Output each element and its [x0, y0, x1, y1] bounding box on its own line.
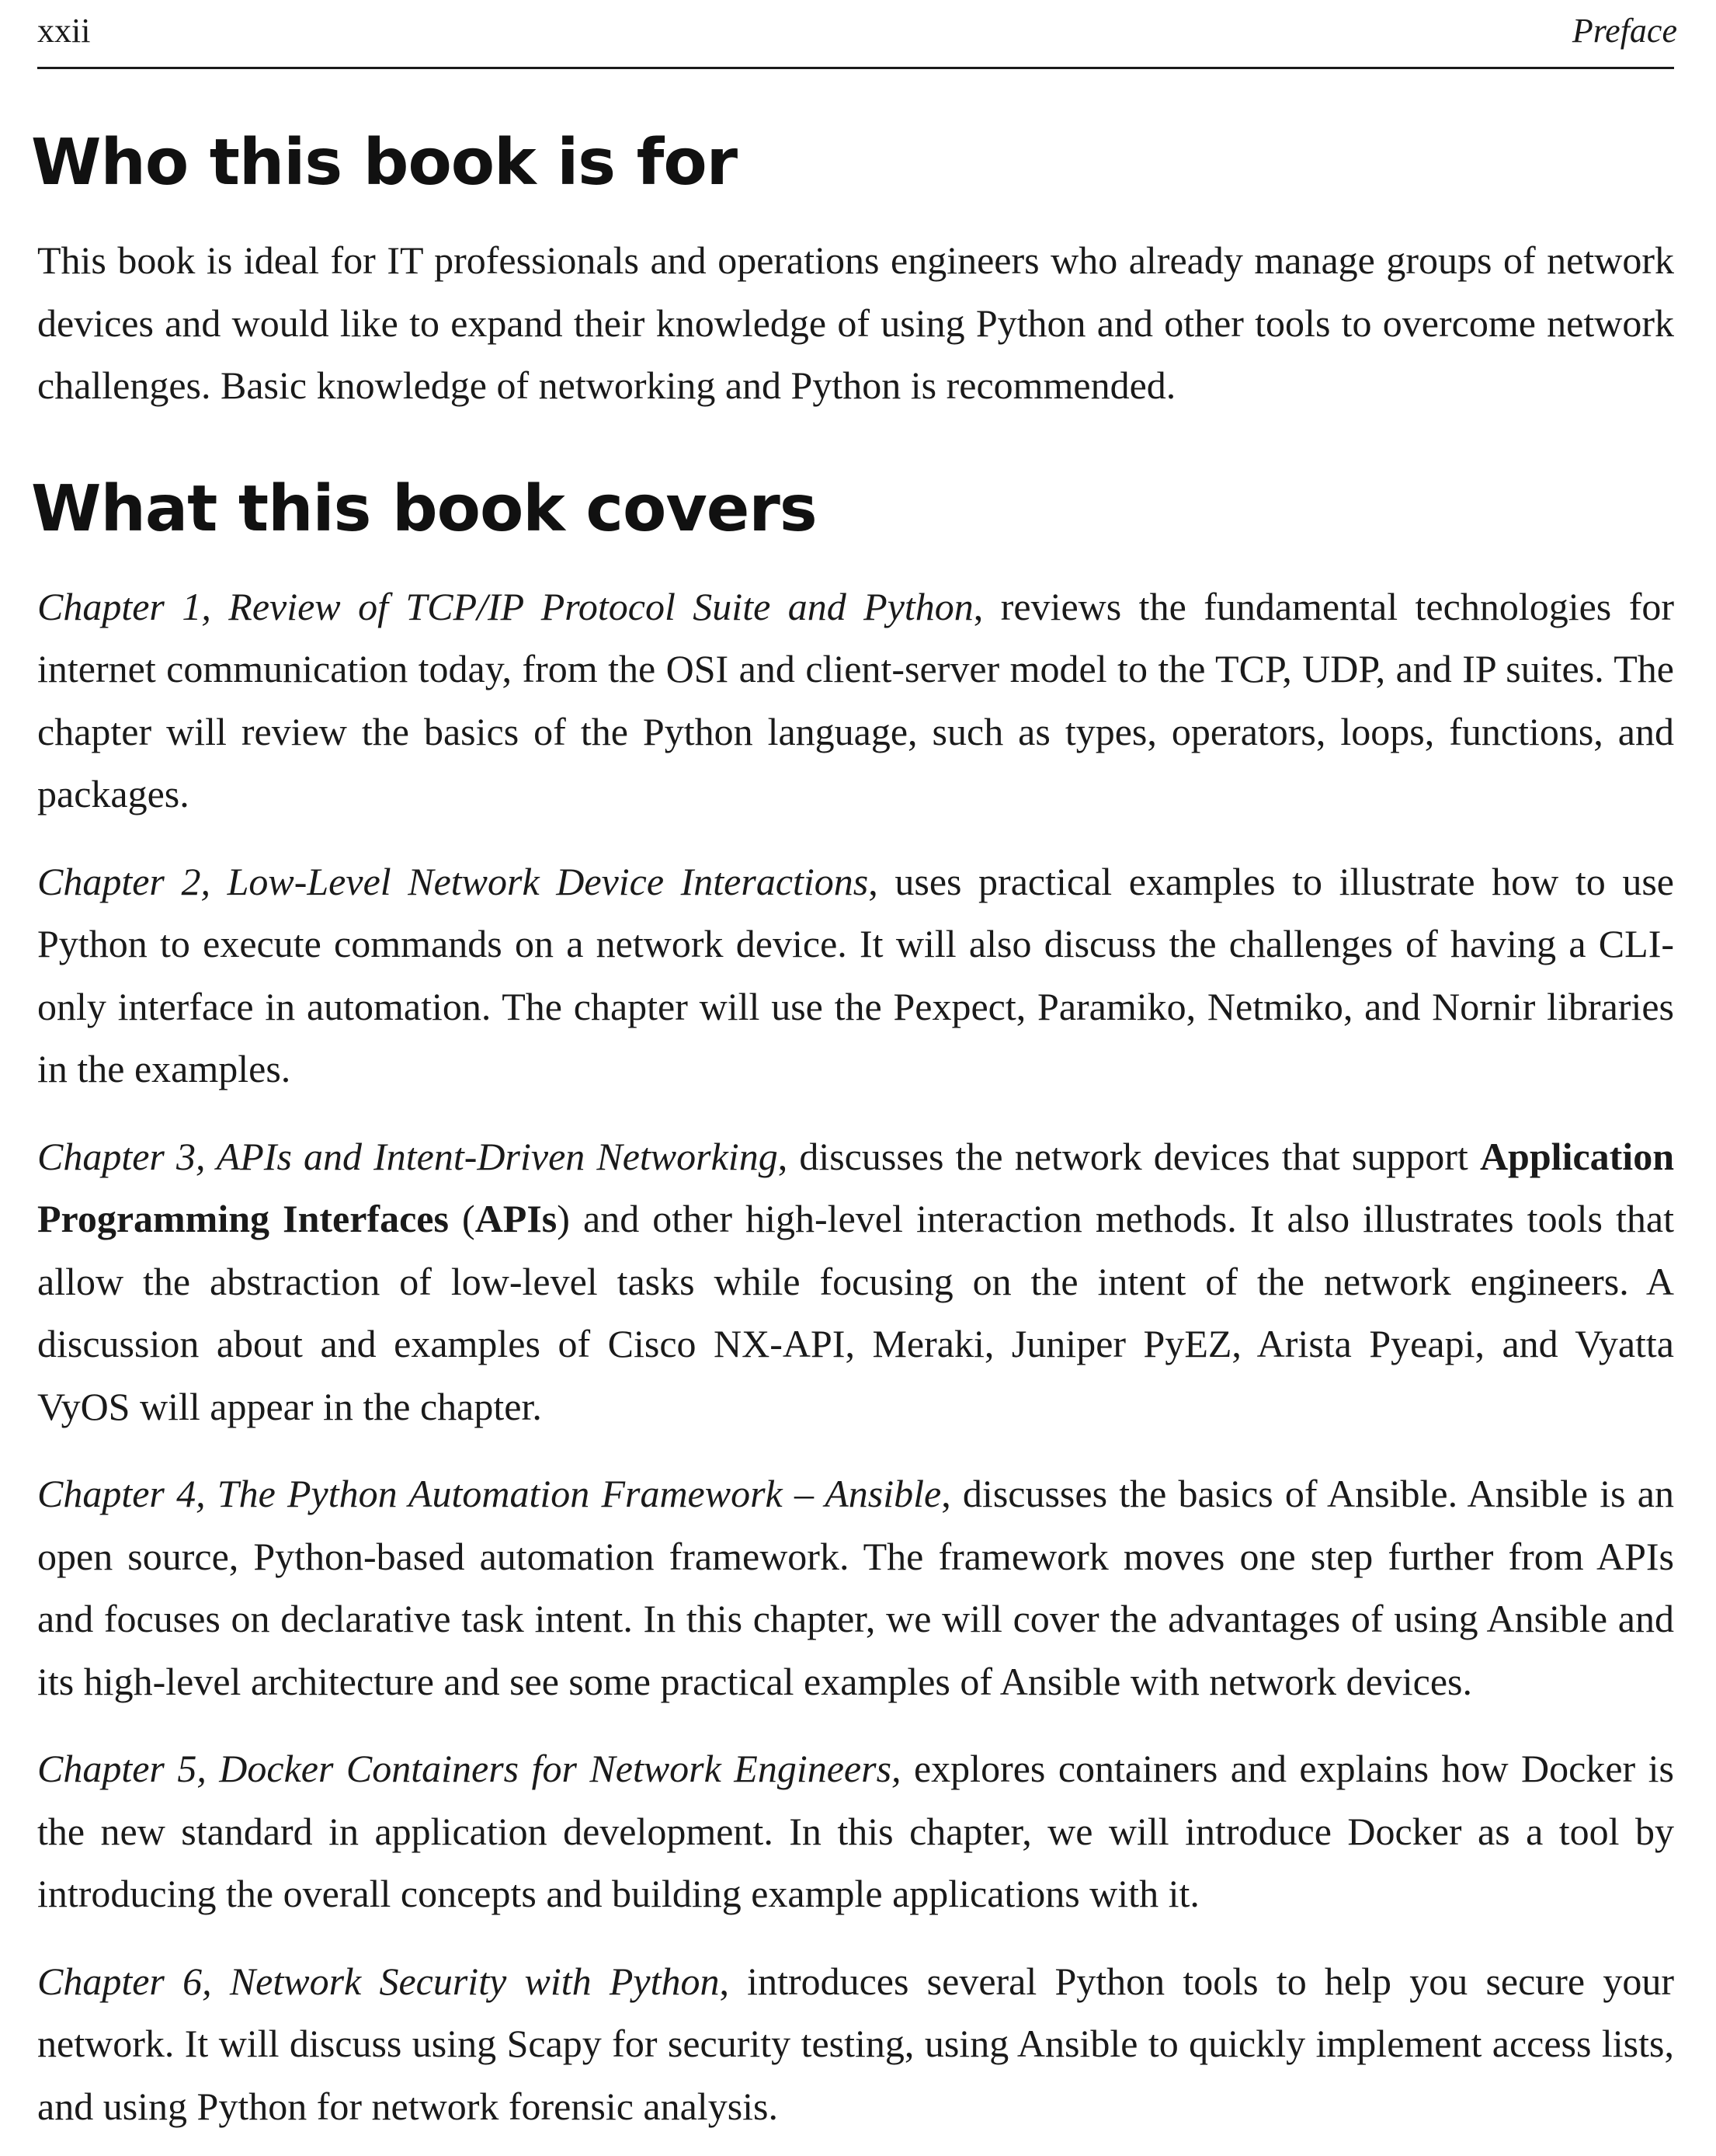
- chapter-1-title: Chapter 1, Review of TCP/IP Protocol Suite and Python: [37, 584, 974, 628]
- chapter-3-title: Chapter 3, APIs and Intent-Driven Networking: [37, 1134, 778, 1178]
- chapter-6-summary: [37, 1950, 1674, 2138]
- chapter-3-description-start: , discusses the network devices that support: [777, 1134, 1480, 1178]
- chapter-2-title: Chapter 2, Low-Level Network Device Interactions: [37, 859, 869, 903]
- chapter-2-description: , uses practical examples to illustrate how to use Python to execute commands on a network device. It will also discuss the challenges of having a CLI-only interface in automation. The chapter will use the Pexpect, Paramiko, Netmiko, and Nornir libraries in the examples.: [37, 859, 1675, 1090]
- chapter-2-summary: [37, 850, 1674, 1101]
- paren-open: (: [448, 1197, 475, 1240]
- chapter-6-title: Chapter 6, Network Security with Python: [37, 1959, 720, 2003]
- what-this-book-covers-heading: What this book covers: [31, 471, 817, 546]
- chapter-3-summary: [37, 1125, 1674, 1438]
- chapter-5-summary: [37, 1737, 1674, 1925]
- chapter-1-description: , reviews the fundamental technologies for internet communication today, from the OSI and client-server model to the TCP, UDP, and IP suites. The chapter will review the basics of the Python language, such as types, operators, loops, functions, and packages.: [37, 584, 1674, 815]
- page-number: xxii: [37, 12, 91, 50]
- section-title: Preface: [1572, 12, 1677, 50]
- chapter-4-description: , discusses the basics of Ansible. Ansible is an open source, Python-based automation framework. The framework moves one step further from APIs and focuses on declarative task intent. In this chapter, we will cover the advantages of using Ansible and its high-level architecture and see some practical examples of Ansible with network devices.: [37, 1472, 1674, 1703]
- who-this-book-is-for-heading: Who this book is for: [31, 126, 738, 200]
- chapter-3-description-end: ) and other high-level interaction methods. It also illustrates tools that allow the abstraction of low-level tasks while focusing on the intent of the network engineers. A discussion about and examples of Cisco NX-API, Meraki, Juniper PyEZ, Arista Pyeapi, and Vyatta VyOS will appear in the chapter.: [37, 1197, 1674, 1428]
- chapter-1-summary: [37, 576, 1674, 826]
- chapter-4-summary: [37, 1462, 1674, 1713]
- chapter-6-description: , introduces several Python tools to help you secure your network. It will discuss using Scapy for security testing, using Ansible to quickly implement access lists, and using Python for network forensic analysis.: [37, 1959, 1674, 2128]
- api-abbreviation: APIs: [474, 1197, 558, 1240]
- audience-paragraph: This book is ideal for IT professionals and operations engineers who already manage groups of network devices and would like to expand their knowledge of using Python and other tools to overcome network challenges. Basic knowledge of networking and Python is recommended.: [37, 238, 1674, 407]
- chapter-5-title: Chapter 5, Docker Containers for Network Engineers,: [37, 1747, 901, 1790]
- chapter-5-description: explores containers and explains how Docker is the new standard in application development. In this chapter, we will introduce Docker as a tool by introducing the overall concepts and building example applications with it.: [37, 1747, 1674, 1915]
- api-term: Application Programming Interfaces: [37, 1134, 1675, 1240]
- book-page: [31, 0, 1677, 2137]
- chapter-4-title: Chapter 4, The Python Automation Framework – Ansible: [37, 1472, 942, 1515]
- running-header: [37, 0, 1677, 69]
